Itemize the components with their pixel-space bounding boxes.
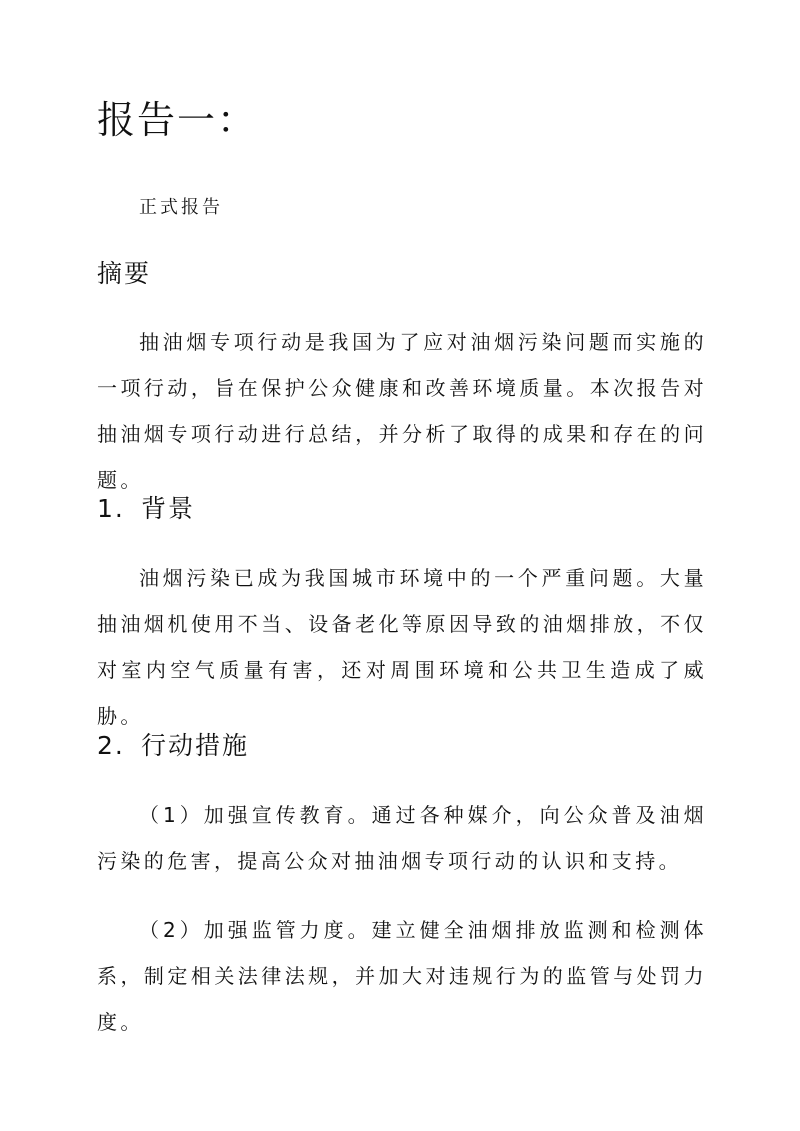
document-title: 报告一：: [97, 98, 258, 142]
measure-paragraph-1: （1）加强宣传教育。通过各种媒介，向公众普及油烟污染的危害，提高公众对抽油烟专项行动的认识和支持。: [97, 803, 707, 873]
abstract-heading: 摘要: [97, 259, 152, 288]
section-number: 2.: [97, 731, 125, 760]
section-heading-background: [97, 491, 195, 527]
section-title: 背景: [141, 494, 196, 523]
background-paragraph: 油烟污染已成为我国城市环境中的一个严重问题。大量抽油烟机使用不当、设备老化等原因导致的油烟排放，不仅对室内空气质量有害，还对周围环境和公共卫生造成了威胁。: [97, 566, 707, 728]
abstract-paragraph: 抽油烟专项行动是我国为了应对油烟污染问题而实施的一项行动，旨在保护公众健康和改善环境质量。本次报告对抽油烟专项行动进行总结，并分析了取得的成果和存在的问题。: [97, 330, 707, 492]
document-subtitle: 正式报告: [139, 197, 223, 218]
section-number: 1.: [97, 494, 125, 523]
measure-paragraph-2: （2）加强监管力度。建立健全油烟排放监测和检测体系，制定相关法律法规，并加大对违规行为的监管与处罚力度。: [97, 918, 707, 1034]
section-heading-action-measures: [97, 728, 249, 764]
section-title: 行动措施: [141, 731, 250, 760]
